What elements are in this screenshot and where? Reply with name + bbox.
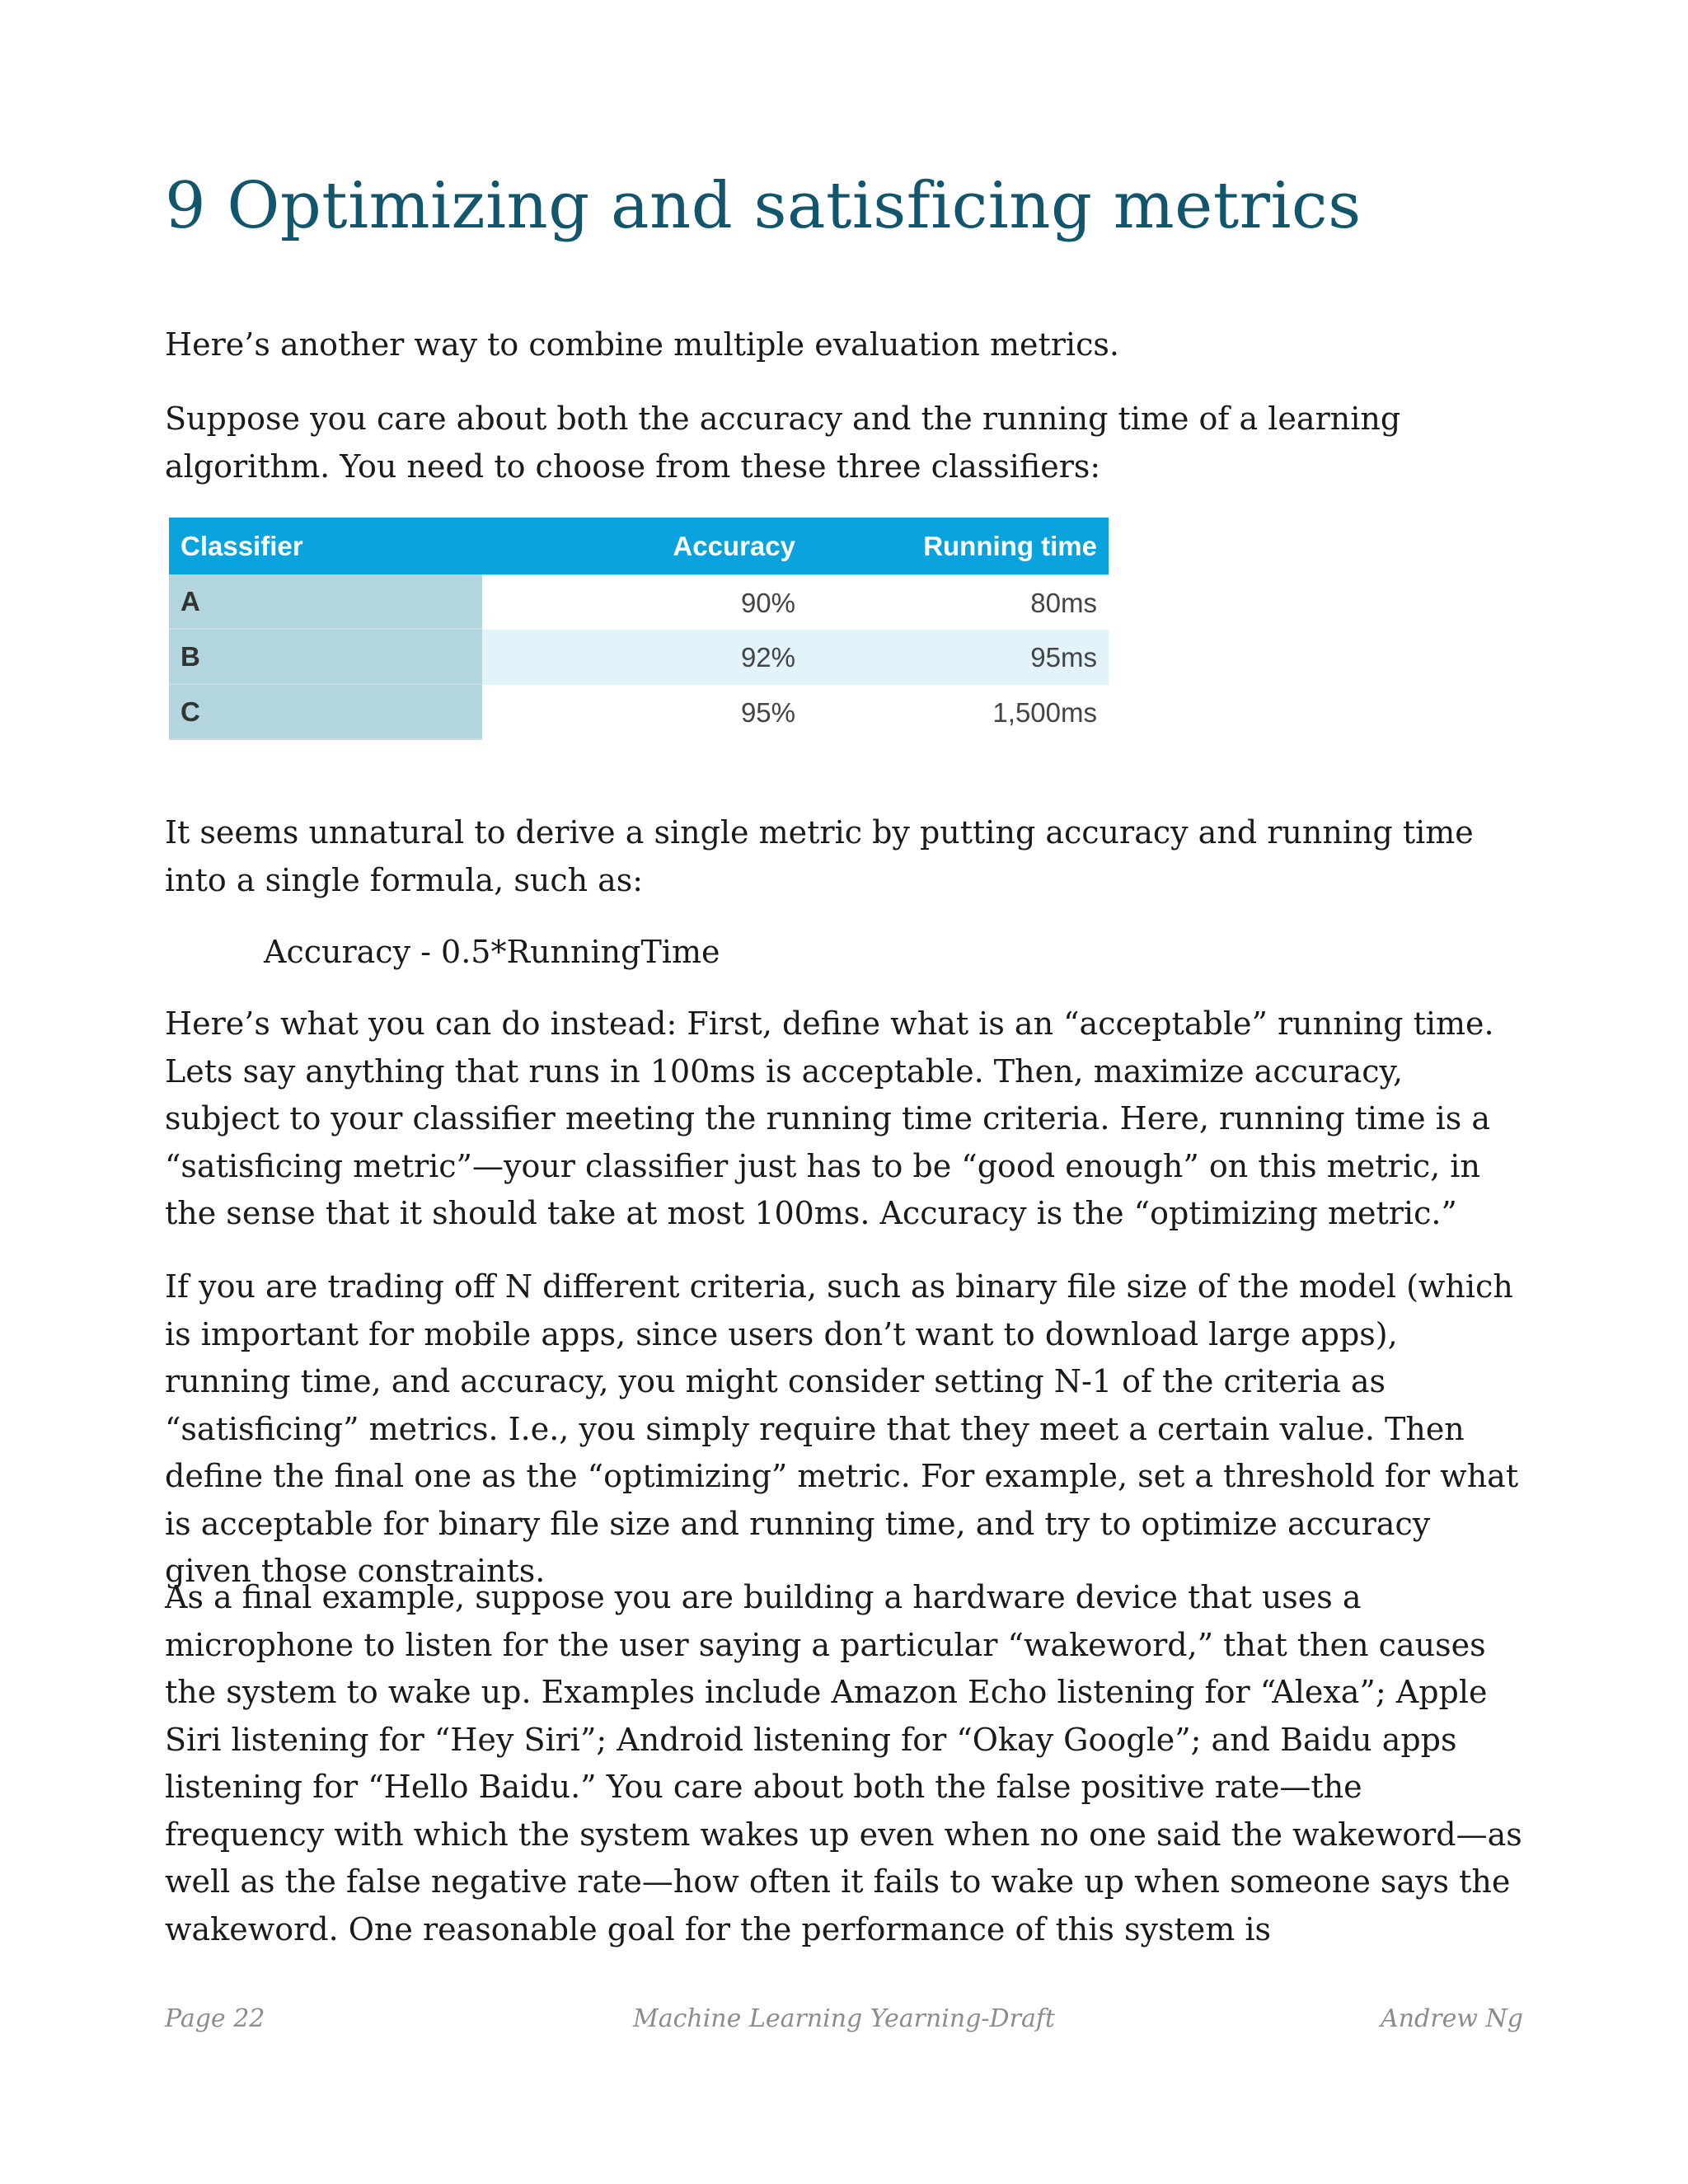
header-running-time: Running time (923, 530, 1097, 561)
cell-accuracy: 92% (482, 630, 795, 685)
table-header-row (169, 518, 1109, 574)
table-row (169, 630, 1109, 685)
cell-classifier: C (169, 685, 482, 740)
classifier-table (169, 518, 1109, 740)
cell-running-time: 95ms (795, 630, 1109, 685)
footer-book-title: Machine Learning Yearning-Draft (632, 2004, 1055, 2033)
formula: Accuracy - 0.5*RunningTime (264, 934, 720, 970)
page-title: 9 Optimizing and satisficing metrics (165, 169, 1362, 243)
footer-page-number: Page 22 (165, 2004, 265, 2033)
paragraph-intro: Here’s another way to combine multiple evaluation metrics. (165, 326, 1119, 363)
cell-classifier: A (169, 574, 482, 630)
paragraph-unnatural: It seems unnatural to derive a single metric by putting accuracy and running time into a single formula, such as: (165, 814, 1474, 898)
cell-accuracy: 90% (482, 574, 795, 630)
header-accuracy: Accuracy (673, 530, 795, 561)
header-classifier: Classifier (181, 530, 303, 561)
footer-author: Andrew Ng (1381, 2004, 1523, 2033)
cell-running-time: 80ms (795, 574, 1109, 630)
paragraph-instead: Here’s what you can do instead: First, define what is an “acceptable” running time. Lets say anything that runs in 100ms is acceptable. Then, maximize accuracy, subject to your classifier meeting the running time criteria. Here, running time is a “satisficing metric”—your classifier just has to be “good enough” on this metric, in the sense that it should take at most 100ms. Accuracy is the “optimizing metric.” (165, 1005, 1494, 1231)
paragraph-suppose: Suppose you care about both the accuracy and the running time of a learning algorithm. You need to choose from these three classifiers: (165, 401, 1401, 485)
paragraph-final-example: As a final example, suppose you are building a hardware device that uses a microphone to listen for the user saying a particular “wakeword,” that then causes the system to wake up. Examples include Amazon Echo listening for “Alexa”; Apple Siri listening for “Hey Siri”; Android listening for “Okay Google”; and Baidu apps listening for “Hello Baidu.” You care about both the false positive rate—the frequency with which the system wakes up even when no one said the wakeword—as well as the false negative rate—how often it fails to wake up when someone says the wakeword. One reasonable goal for the performance of this system is (165, 1579, 1522, 1947)
paragraph-trading-off: If you are trading off N different criteria, such as binary file size of the model (which is important for mobile apps, since users don’t want to download large apps), running time, and accuracy, you might consider setting N-1 of the criteria as “satisficing” metrics. I.e., you simply require that they meet a certain value. Then define the final one as the “optimizing” metric. For example, set a threshold for what is acceptable for binary file size and running time, and try to optimize accuracy given those constraints. (165, 1268, 1519, 1589)
table-row (169, 685, 1109, 740)
cell-accuracy: 95% (740, 696, 795, 728)
page-footer (165, 2004, 1523, 2041)
cell-running-time: 1,500ms (992, 696, 1097, 728)
table-row (169, 574, 1109, 630)
cell-classifier: B (169, 630, 482, 685)
